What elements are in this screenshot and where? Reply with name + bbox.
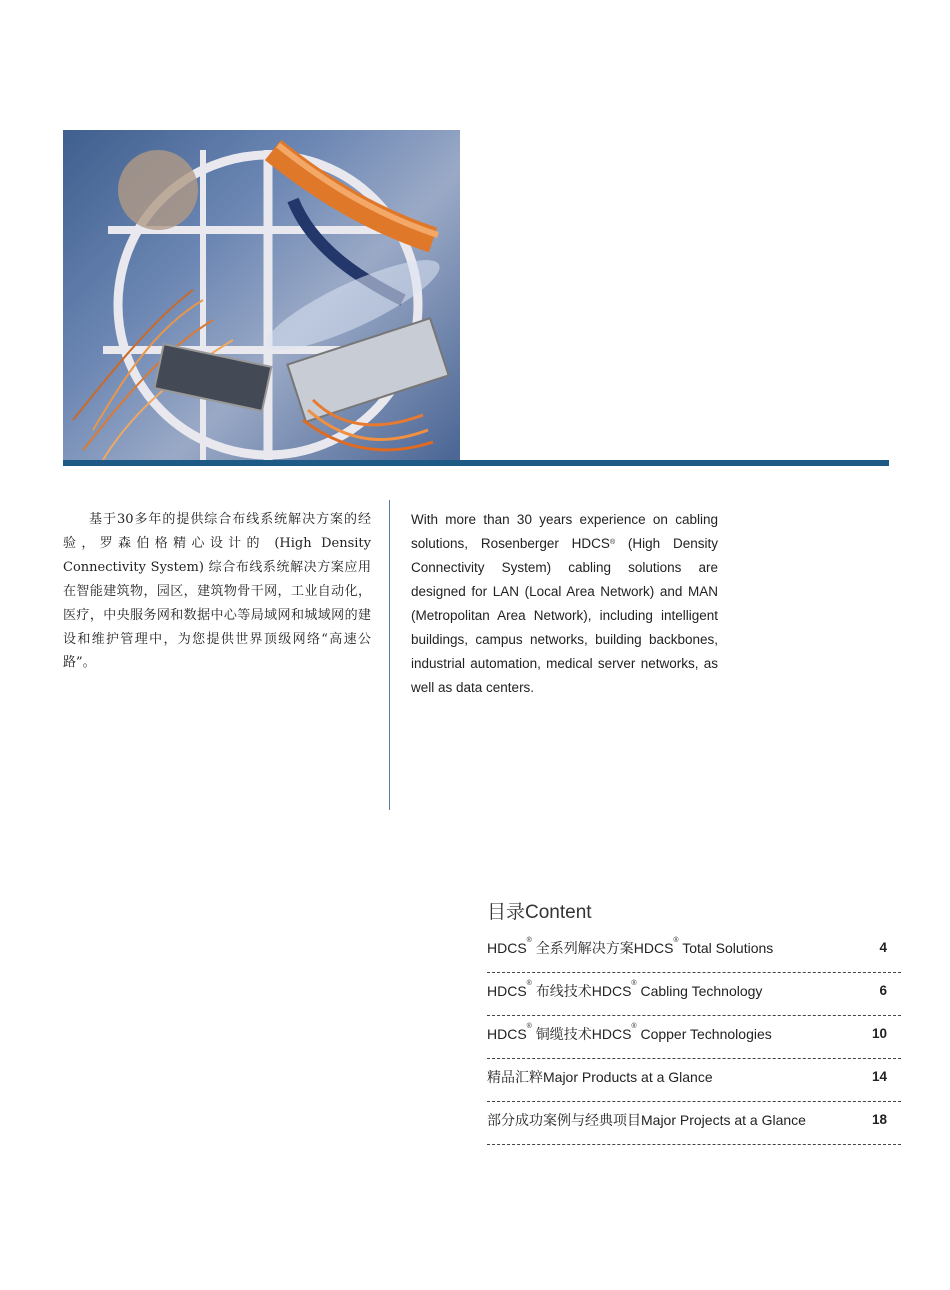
toc-item-copper-technologies[interactable] — [487, 1016, 901, 1059]
intro-text-en — [411, 508, 718, 700]
toc-page-number: 6 — [879, 983, 887, 998]
registered-mark: ® — [609, 539, 616, 546]
toc-item-total-solutions[interactable] — [487, 930, 901, 973]
toc-label-pre: HDCS — [487, 983, 527, 999]
toc-item-major-products[interactable] — [487, 1059, 901, 1102]
toc-label-mid: 布线技术HDCS — [531, 983, 632, 999]
toc-item-label: 精品汇粹Major Products at a Glance — [487, 1069, 713, 1085]
column-divider — [389, 500, 390, 810]
toc-item-cabling-technology[interactable] — [487, 973, 901, 1016]
toc-label-post: Cabling Technology — [636, 983, 763, 999]
toc-item-label — [487, 981, 762, 1001]
registered-mark: ® — [526, 1023, 532, 1030]
toc-title: 目录Content — [487, 902, 592, 923]
registered-mark: ® — [526, 937, 532, 944]
toc-label-mid: 铜缆技术HDCS — [531, 1026, 632, 1042]
registered-mark: ® — [526, 980, 532, 987]
toc-item-label — [487, 1024, 772, 1044]
toc-page-number: 4 — [879, 940, 887, 955]
hero-divider-bar — [63, 460, 889, 466]
toc-item-label: 部分成功案例与经典项目Major Projects at a Glance — [487, 1112, 806, 1128]
toc-label-post: Total Solutions — [678, 940, 774, 956]
toc-label-pre: HDCS — [487, 1026, 527, 1042]
intro-en-part1: With more than 30 years experience on cabling solutions, Rosenberger HDCS — [411, 512, 718, 551]
registered-mark: ® — [631, 980, 637, 987]
toc-page-number: 14 — [871, 1069, 887, 1084]
toc-label-mid: 全系列解决方案HDCS — [531, 940, 674, 956]
toc-page-number: 18 — [871, 1112, 887, 1127]
toc-label-post: Copper Technologies — [636, 1026, 772, 1042]
intro-text-cn: 基于30多年的提供综合布线系统解决方案的经验，罗森伯格精心设计的 (High Density Connectivity System) 综合布线系统解决方案应用在智能建筑物，园区，建筑物骨干网，工业自动化，医疗，中央服务网和数据中心等局域网和城域网的建设和维护管理中，为您提供世界顶级网络“高速公路”。 — [63, 512, 371, 671]
intro-en-part2: (High Density Connectivity System) cabling solutions are designed for LAN (Local Area Network) and MAN (Metropolitan Area Network), including intelligent buildings, campus networks, building backbones, industrial automation, medical server networks, as well as data centers. — [411, 536, 718, 695]
toc-label-pre: HDCS — [487, 940, 527, 956]
fiber-collage-illustration — [63, 130, 460, 461]
toc-item-label — [487, 938, 773, 958]
hero-image — [63, 130, 460, 461]
toc-item-major-projects[interactable] — [487, 1102, 901, 1145]
registered-mark: ® — [631, 1023, 637, 1030]
registered-mark: ® — [673, 937, 679, 944]
toc-page-number: 10 — [871, 1026, 887, 1041]
toc-list — [487, 930, 901, 1145]
